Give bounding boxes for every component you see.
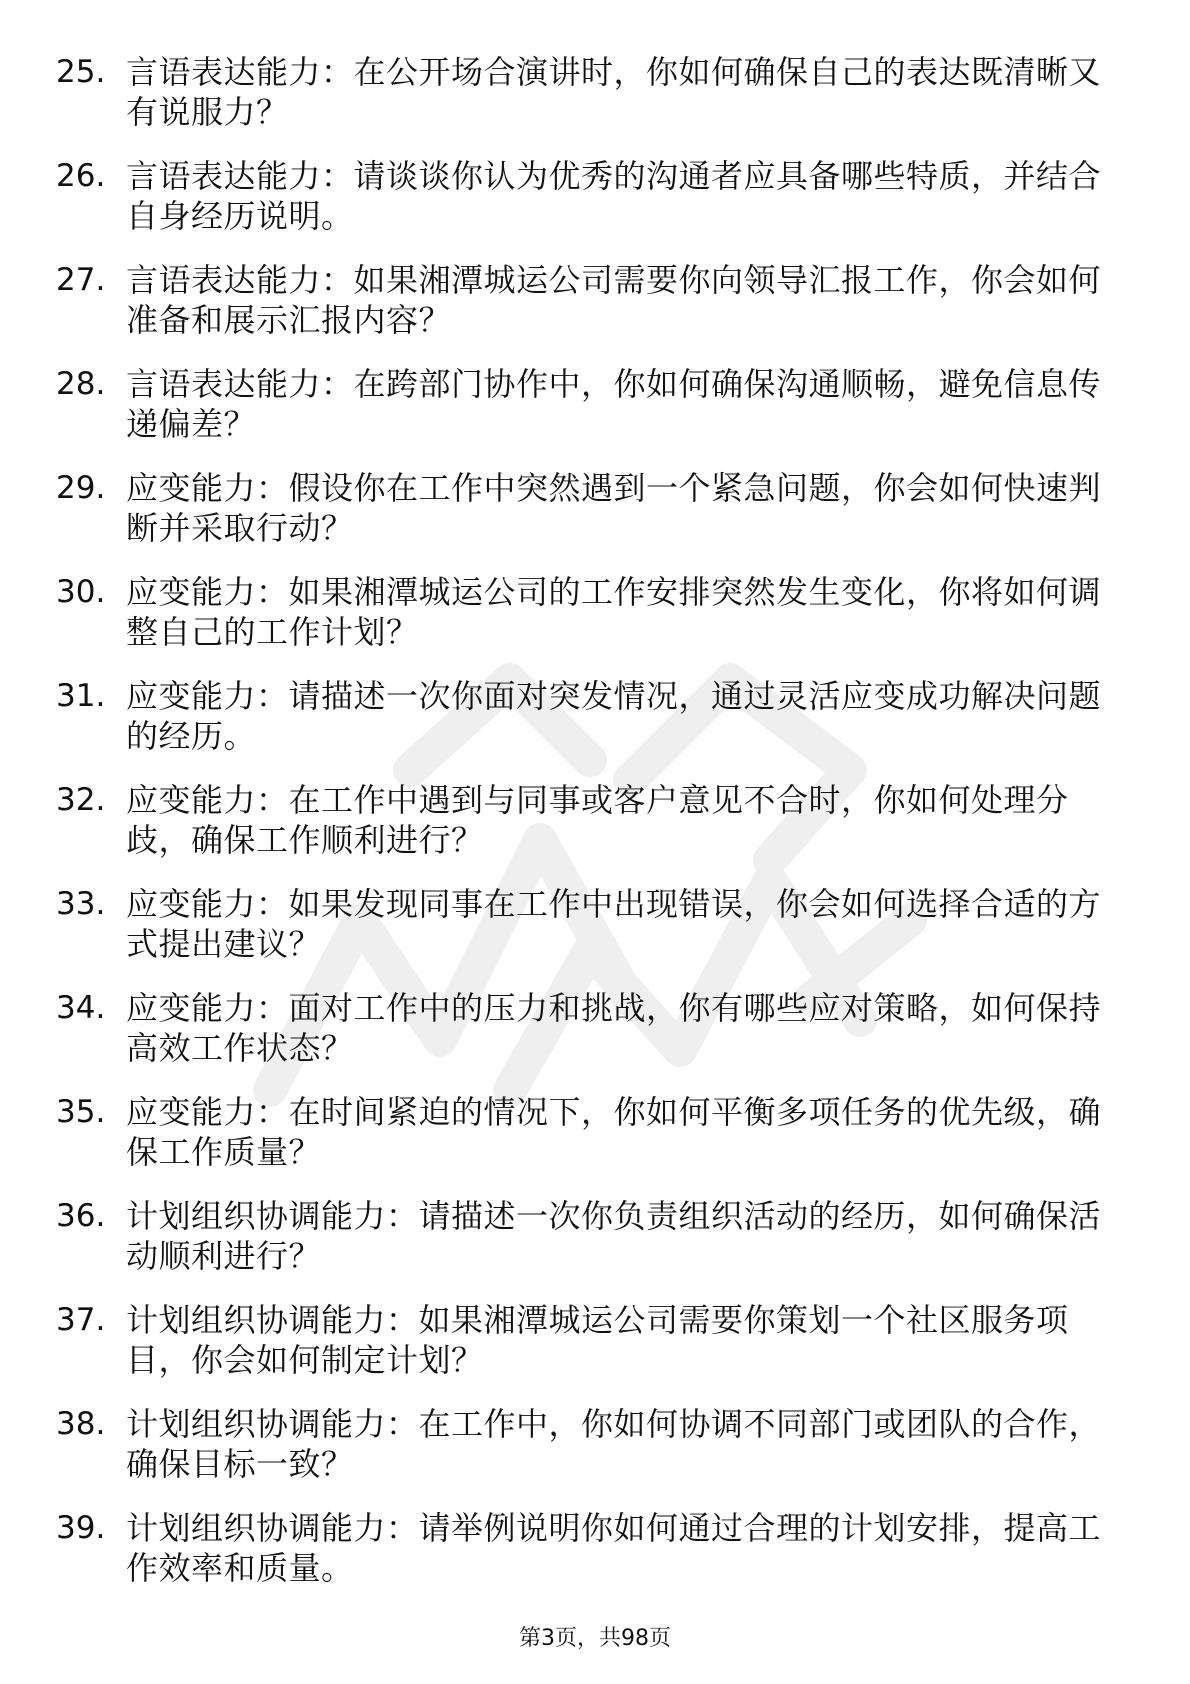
question-item xyxy=(56,52,1136,156)
question-text: 应变能力：如果发现同事在工作中出现错误，你会如何选择合适的方式提出建议？ xyxy=(126,885,1102,963)
question-number: 38. xyxy=(56,1406,106,1442)
question-number: 39. xyxy=(56,1510,106,1546)
question-number: 36. xyxy=(56,1198,106,1234)
question-item xyxy=(56,1196,1136,1300)
question-number: 34. xyxy=(56,990,106,1026)
question-item xyxy=(56,988,1136,1092)
question-text: 言语表达能力：请谈谈你认为优秀的沟通者应具备哪些特质，并结合自身经历说明。 xyxy=(126,157,1102,235)
question-item xyxy=(56,1092,1136,1196)
question-number: 32. xyxy=(56,782,106,818)
question-text: 应变能力：请描述一次你面对突发情况，通过灵活应变成功解决问题的经历。 xyxy=(126,677,1102,755)
question-number: 26. xyxy=(56,158,106,194)
question-number: 30. xyxy=(56,574,106,610)
question-item xyxy=(56,156,1136,260)
question-text: 应变能力：在时间紧迫的情况下，你如何平衡多项任务的优先级，确保工作质量？ xyxy=(126,1093,1102,1171)
question-number: 37. xyxy=(56,1302,106,1338)
question-item xyxy=(56,260,1136,364)
question-number: 28. xyxy=(56,366,106,402)
question-text: 言语表达能力：如果湘潭城运公司需要你向领导汇报工作，你会如何准备和展示汇报内容？ xyxy=(126,261,1102,339)
question-text: 计划组织协调能力：请描述一次你负责组织活动的经历，如何确保活动顺利进行？ xyxy=(126,1197,1102,1275)
question-number: 31. xyxy=(56,678,106,714)
question-item xyxy=(56,1508,1136,1612)
question-text: 计划组织协调能力：如果湘潭城运公司需要你策划一个社区服务项目，你会如何制定计划？ xyxy=(126,1301,1069,1379)
question-item xyxy=(56,572,1136,676)
question-item xyxy=(56,468,1136,572)
question-item xyxy=(56,884,1136,988)
page-number-label: 第3页，共98页 xyxy=(519,1626,671,1651)
question-text: 应变能力：如果湘潭城运公司的工作安排突然发生变化，你将如何调整自己的工作计划？ xyxy=(126,573,1102,651)
question-number: 27. xyxy=(56,262,106,298)
question-text: 计划组织协调能力：请举例说明你如何通过合理的计划安排，提高工作效率和质量。 xyxy=(126,1509,1102,1587)
question-number: 25. xyxy=(56,54,106,90)
question-number: 33. xyxy=(56,886,106,922)
question-text: 计划组织协调能力：在工作中，你如何协调不同部门或团队的合作，确保目标一致？ xyxy=(126,1405,1102,1483)
question-item xyxy=(56,676,1136,780)
question-text: 应变能力：面对工作中的压力和挑战，你有哪些应对策略，如何保持高效工作状态？ xyxy=(126,989,1102,1067)
question-text: 言语表达能力：在跨部门协作中，你如何确保沟通顺畅，避免信息传递偏差？ xyxy=(126,365,1102,443)
question-item xyxy=(56,364,1136,468)
question-text: 应变能力：假设你在工作中突然遇到一个紧急问题，你会如何快速判断并采取行动？ xyxy=(126,469,1102,547)
question-item xyxy=(56,1300,1136,1404)
page-footer xyxy=(0,1624,1190,1654)
question-text: 应变能力：在工作中遇到与同事或客户意见不合时，你如何处理分歧，确保工作顺利进行？ xyxy=(126,781,1069,859)
question-item xyxy=(56,1404,1136,1508)
question-text: 言语表达能力：在公开场合演讲时，你如何确保自己的表达既清晰又有说服力？ xyxy=(126,53,1102,131)
question-item xyxy=(56,780,1136,884)
question-list xyxy=(56,52,1136,1612)
question-number: 29. xyxy=(56,470,106,506)
question-number: 35. xyxy=(56,1094,106,1130)
